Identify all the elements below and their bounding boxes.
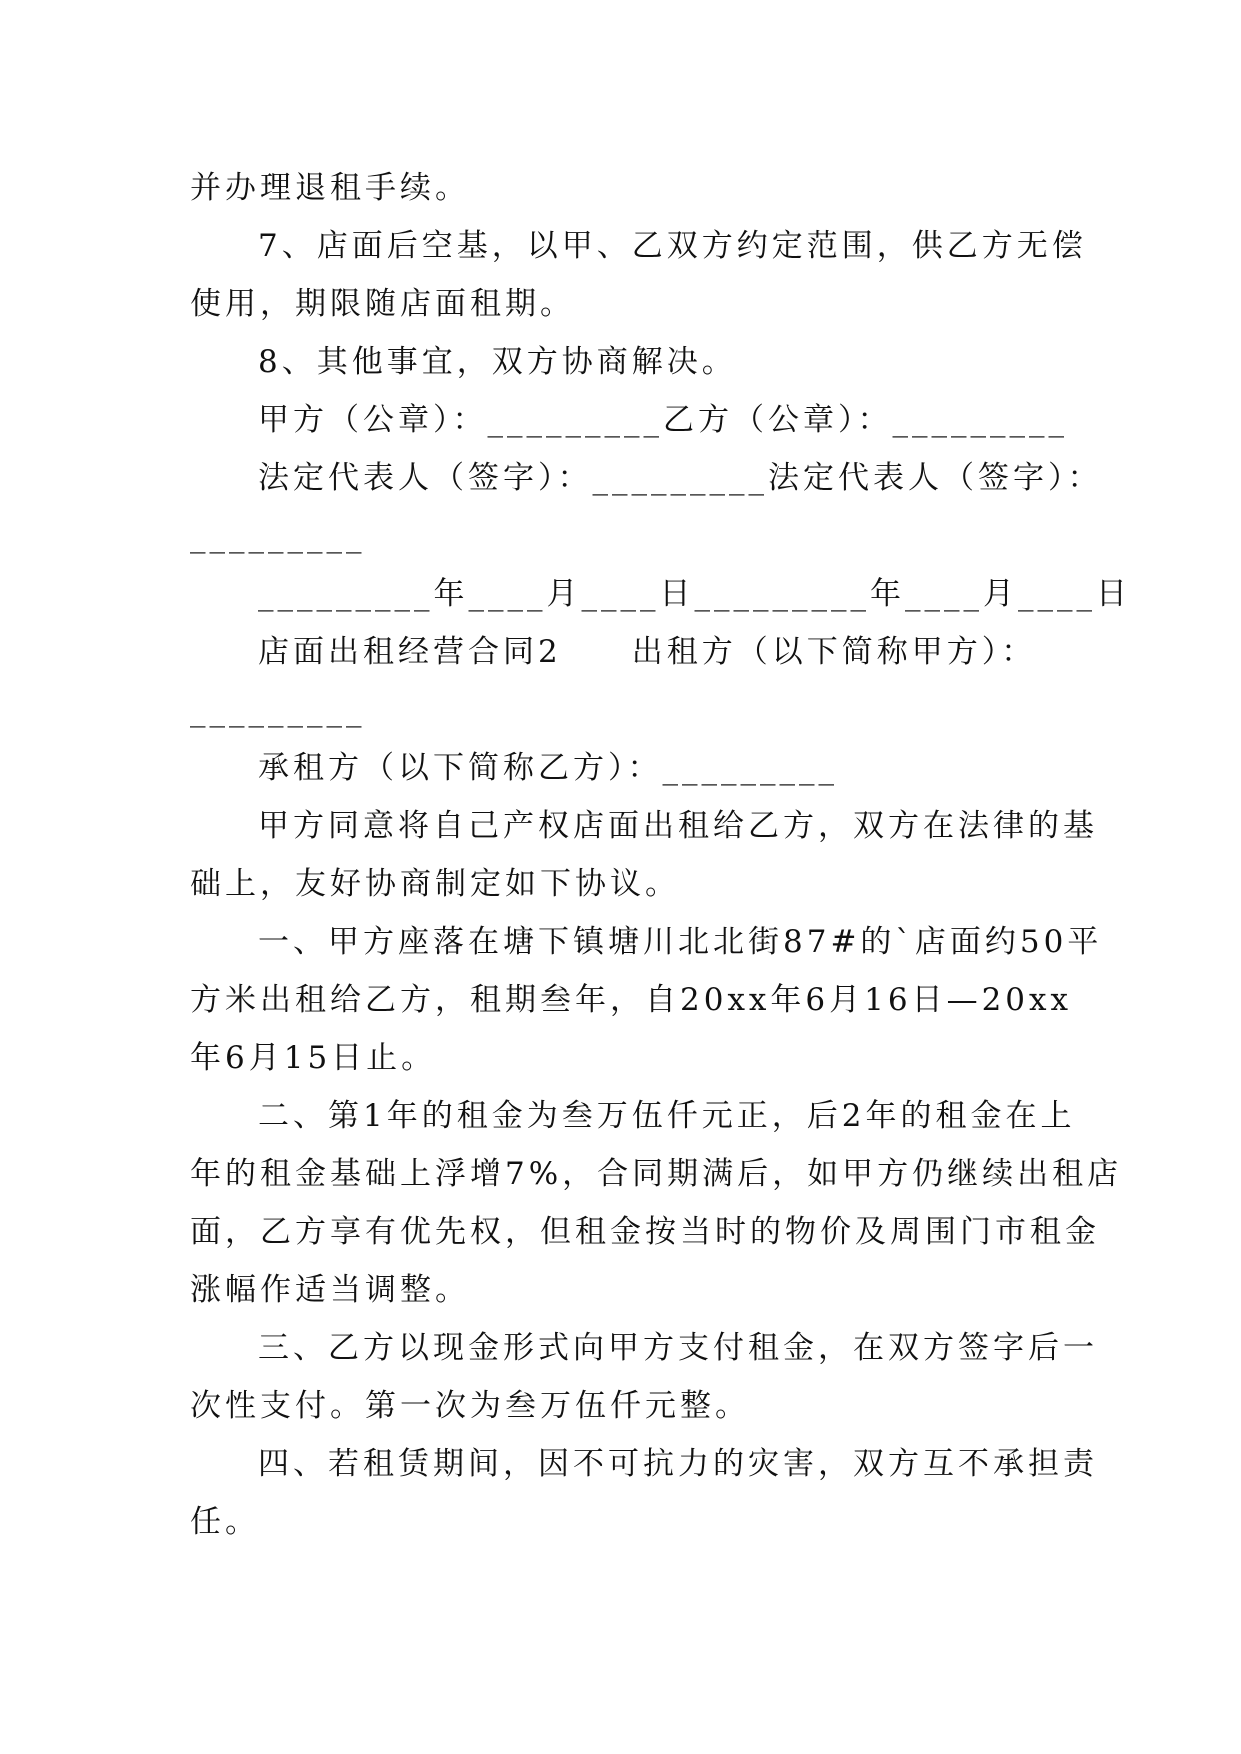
intro-line-1: 甲方同意将自己产权店面出租给乙方，双方在法律的基 [258, 808, 1098, 844]
date-line: _________年____月____日_________年____月____日 [258, 576, 1131, 612]
text-line-continuation: 并办理退租手续。 [190, 170, 470, 206]
signature-blank: _________ [190, 518, 366, 554]
article-2-line-4: 涨幅作适当调整。 [190, 1272, 470, 1308]
article-1-line-3: 年6月15日止。 [190, 1040, 437, 1076]
clause-8: 8、其他事宜，双方协商解决。 [258, 344, 737, 380]
article-4-line-1: 四、若租赁期间，因不可抗力的灾害，双方互不承担责 [258, 1446, 1098, 1482]
intro-line-2: 础上，友好协商制定如下协议。 [190, 866, 680, 902]
lessor-blank: _________ [190, 692, 366, 728]
clause-7-line-2: 使用，期限随店面租期。 [190, 286, 575, 322]
article-2-line-2: 年的租金基础上浮增7%，合同期满后，如甲方仍继续出租店 [190, 1156, 1123, 1192]
article-2-line-3: 面，乙方享有优先权，但租金按当时的物价及周围门市租金 [190, 1214, 1100, 1250]
article-4-line-2: 任。 [190, 1504, 260, 1540]
article-1-line-1: 一、甲方座落在塘下镇塘川北北街87#的`店面约50平 [258, 924, 1103, 960]
article-3-line-2: 次性支付。第一次为叁万伍仟元整。 [190, 1388, 750, 1424]
clause-7-line-1: 7、店面后空基，以甲、乙双方约定范围，供乙方无偿 [258, 228, 1087, 264]
lessee-line: 承租方（以下简称乙方）：_________ [258, 750, 838, 786]
legal-representative-line: 法定代表人（签字）：_________法定代表人（签字）： [258, 460, 1103, 496]
contract-title-lessor-line: 店面出租经营合同2 出租方（以下简称甲方）： [258, 634, 1037, 670]
article-1-line-2: 方米出租给乙方，租期叁年，自20xx年6月16日—20xx [190, 982, 1072, 1018]
seal-line: 甲方（公章）：_________乙方（公章）：_________ [258, 402, 1068, 438]
article-3-line-1: 三、乙方以现金形式向甲方支付租金，在双方签字后一 [258, 1330, 1098, 1366]
article-2-line-1: 二、第1年的租金为叁万伍仟元正，后2年的租金在上 [258, 1098, 1076, 1134]
